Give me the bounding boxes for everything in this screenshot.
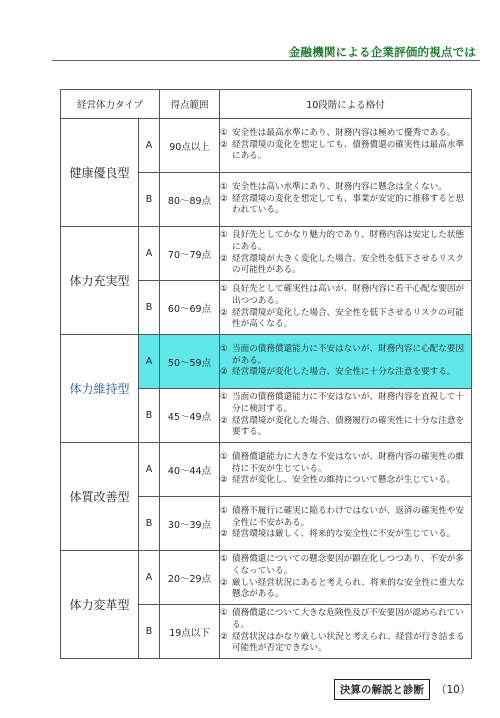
description-item [220, 578, 471, 601]
type-cell: 体力変革型 [61, 551, 139, 659]
footer-label: 決算の解説と診断 [334, 679, 430, 700]
type-cell: 健康優良型 [61, 119, 139, 227]
description-item [220, 608, 471, 631]
item-number: ② [220, 415, 228, 426]
table-row [61, 443, 472, 497]
rating-description-cell [220, 119, 472, 173]
description-item [220, 452, 471, 475]
description-item [220, 529, 471, 541]
rating-description-cell [220, 227, 472, 281]
grade-cell: A [139, 119, 160, 173]
item-number: ② [220, 253, 228, 264]
grade-cell: A [139, 551, 160, 605]
item-number: ② [220, 139, 228, 150]
description-item [220, 254, 471, 277]
rating-description-cell [220, 551, 472, 605]
score-range-cell: 45～49点 [160, 389, 220, 443]
score-range-cell: 40～44点 [160, 443, 220, 497]
score-range-cell: 19点以下 [160, 605, 220, 659]
grade-cell: A [139, 443, 160, 497]
grade-cell: B [139, 605, 160, 659]
item-text: 経営環境は厳しく、将来的な安全性に不安が生じている。 [232, 529, 456, 540]
grade-cell: A [139, 335, 160, 389]
description-item [220, 554, 471, 577]
item-number: ② [220, 631, 228, 642]
item-number: ① [220, 506, 228, 517]
item-text: 債務償還について大きな危険性及び不安要因が認められている。 [232, 608, 464, 630]
item-number: ① [220, 452, 228, 463]
item-number: ① [220, 554, 228, 565]
description-item [220, 392, 471, 415]
rating-table [60, 89, 472, 659]
header-type: 経営体力タイプ [61, 90, 160, 119]
item-text: 良好先としてかなり魅力的であり、財務内容は安定した状態にある。 [232, 230, 465, 252]
item-number: ① [220, 128, 228, 139]
grade-cell: A [139, 227, 160, 281]
grade-cell: B [139, 497, 160, 551]
item-number: ② [220, 475, 228, 486]
grade-cell: B [139, 389, 160, 443]
item-number: ② [220, 367, 228, 378]
item-number: ② [220, 529, 228, 540]
item-text: 経営環境が変化した場合、債務履行の確実性に十分な注意を要する。 [232, 415, 465, 438]
item-text: 債務償還についての懸念要因が顕在化しつつあり、不安が多くなっている。 [232, 554, 464, 576]
description-item [220, 194, 471, 217]
item-number: ② [220, 193, 228, 204]
description-item [220, 182, 471, 194]
score-range-cell: 50～59点 [160, 335, 220, 389]
item-number: ① [220, 392, 228, 403]
description-item [220, 475, 471, 487]
item-text: 安全性は最高水準にあり、財務内容は極めて優秀である。 [232, 128, 456, 139]
table-row [61, 551, 472, 605]
item-text: 安全性は高い水準にあり、財務内容に懸念は全くない。 [232, 182, 447, 193]
score-range-cell: 20～29点 [160, 551, 220, 605]
description-item [220, 344, 471, 367]
score-range-cell: 70～79点 [160, 227, 220, 281]
item-text: 債務不履行に確実に陥るわけではないが、返済の確実性や安全性に不安がある。 [232, 506, 465, 528]
item-text: 経営状況はかなり厳しい状況と考えられ、経営が行き詰まる可能性が否定できない。 [232, 631, 465, 654]
grade-cell: B [139, 173, 160, 227]
item-text: 債務償還能力に大きな不安はないが、財務内容の確実性の維持に不安が生じている。 [232, 452, 465, 474]
header-score-range: 得点範囲 [160, 90, 220, 119]
table-row [61, 119, 472, 173]
item-text: 経営環境の変化を想定しても、債務償還の確実性は最高水準にある。 [232, 139, 465, 162]
item-number: ① [220, 284, 228, 295]
item-text: 当面の債務償還能力に不安はないが、財務内容を直視して十分に検討する。 [232, 392, 465, 414]
rating-description-cell [220, 497, 472, 551]
item-number: ② [220, 577, 228, 588]
header-rating: 10段階による格付 [220, 90, 472, 119]
header-divider [52, 60, 480, 61]
table-row [61, 227, 472, 281]
score-range-cell: 80～89点 [160, 173, 220, 227]
score-range-cell: 30～39点 [160, 497, 220, 551]
item-number: ① [220, 344, 228, 355]
description-item [220, 308, 471, 331]
score-range-cell: 90点以上 [160, 119, 220, 173]
type-cell: 体質改善型 [61, 443, 139, 551]
type-cell: 体力維持型 [61, 335, 139, 443]
item-text: 厳しい経営状況にあると考えられ、将来的な安全性に重大な懸念がある。 [232, 577, 465, 600]
rating-description-cell [220, 605, 472, 659]
description-item [220, 284, 471, 307]
description-item [220, 632, 471, 655]
page-number: （10） [436, 684, 471, 696]
table-row [61, 335, 472, 389]
description-item [220, 506, 471, 529]
item-text: 良好先として確実性は高いが、財務内容に若干心配な要因が出つつある。 [232, 284, 465, 306]
item-text: 経営環境が変化した場合、安全性に十分な注意を要する。 [232, 367, 456, 378]
type-cell: 体力充実型 [61, 227, 139, 335]
item-text: 当面の債務償還能力に不安はないが、財務内容に心配な要因がある。 [232, 344, 465, 366]
grade-cell: B [139, 281, 160, 335]
item-text: 経営環境の変化を想定しても、事業が安定的に推移すると思われている。 [232, 193, 465, 216]
item-number: ① [220, 182, 228, 193]
rating-description-cell [220, 281, 472, 335]
description-item [220, 140, 471, 163]
item-text: 経営環境が変化した場合、安全性を低下させるリスクの可能性が高くなる。 [232, 307, 464, 330]
item-number: ① [220, 608, 228, 619]
item-number: ① [220, 230, 228, 241]
rating-description-cell [220, 335, 472, 389]
item-text: 経営環境が大きく変化した場合、安全性を低下させるリスクの可能性がある。 [232, 253, 464, 276]
description-item [220, 416, 471, 439]
description-item [220, 367, 471, 379]
rating-description-cell [220, 389, 472, 443]
description-item [220, 128, 471, 140]
rating-description-cell [220, 443, 472, 497]
page-header-title: 金融機関による企業評価的視点では [288, 45, 476, 59]
rating-table-body [61, 119, 472, 659]
rating-description-cell [220, 173, 472, 227]
item-text: 経営が変化し、安全性の維持について懸念が生じている。 [232, 475, 456, 486]
description-item [220, 230, 471, 253]
item-number: ② [220, 307, 228, 318]
score-range-cell: 60～69点 [160, 281, 220, 335]
